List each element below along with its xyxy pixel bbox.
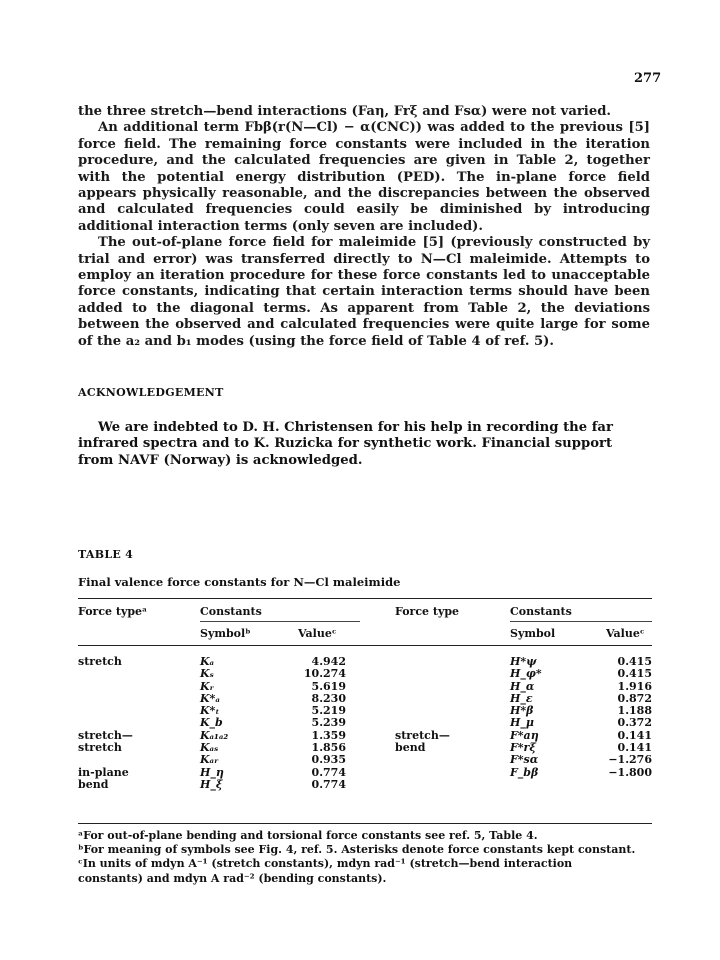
- symbol-cell: H_η: [200, 765, 224, 779]
- header-underline-left: [200, 621, 360, 622]
- symbol-cell: Kₛ: [200, 667, 214, 681]
- value-cell: 0.415: [617, 655, 652, 668]
- header-symbol-right: Symbol: [510, 627, 556, 640]
- value-cell: 8.230: [311, 691, 346, 705]
- header-constants-right: Constants: [510, 605, 572, 618]
- force-type-cell: stretch—: [78, 728, 133, 742]
- value-cell: 1.359: [311, 728, 346, 742]
- symbol-cell: F*rξ: [510, 741, 536, 755]
- force-type-cell: [395, 693, 495, 705]
- footnote: ᵇFor meaning of symbols see Fig. 4, ref. 5. Asterisks denote force constants kept constant.: [78, 843, 636, 857]
- force-type-cell: [78, 705, 188, 717]
- page-number: 277: [634, 71, 662, 86]
- symbol-cell: K_b: [200, 716, 223, 730]
- value-cell: 1.856: [311, 741, 346, 755]
- body-text: [78, 104, 650, 350]
- force-type-cell: stretch: [78, 741, 122, 755]
- paragraph-2: An additional term Fbβ(r(N—Cl) − α(CNC)) was added to the previous [5] force field. The remaining force constants were included in the iteration procedure, and the calculated frequencies are given in Table 2, together with the potential energy distribution (PED). The in-plane force field appears physically reasonable, and the discrepancies between the observed and calculated frequencies could easily be diminished by introducing additional interaction terms (only seven are included).: [78, 120, 650, 234]
- force-type-cell: [395, 656, 495, 668]
- force-type-cell: bend: [395, 741, 426, 755]
- force-type-cell: [78, 754, 188, 766]
- force-type-cell: [395, 754, 495, 766]
- left-symbols: [200, 656, 270, 791]
- value-cell: 5.619: [311, 679, 346, 693]
- value-cell: 1.916: [617, 679, 652, 693]
- header-force-type-right: Force type: [395, 605, 460, 618]
- value-cell: 10.274: [303, 667, 346, 681]
- header-underline-right: [510, 621, 652, 622]
- value-cell: 0.372: [617, 716, 652, 730]
- table-label: TABLE 4: [78, 548, 134, 561]
- force-type-cell: [395, 717, 495, 729]
- force-type-cell: [395, 779, 495, 791]
- force-type-cell: [78, 681, 188, 693]
- value-cell: −1.800: [608, 765, 652, 779]
- force-type-cell: [395, 767, 495, 779]
- value-cell: 0.935: [311, 753, 346, 767]
- left-force-types: [78, 656, 188, 791]
- symbol-cell: F*aη: [510, 728, 539, 742]
- left-values: [280, 656, 346, 791]
- header-value-right: Valueᶜ: [606, 627, 645, 640]
- acknowledgement-heading: ACKNOWLEDGEMENT: [78, 386, 224, 399]
- force-type-cell: [395, 705, 495, 717]
- symbol-cell: K*ₜ: [200, 704, 220, 718]
- force-type-cell: [395, 668, 495, 680]
- force-type-cell: stretch—: [395, 728, 450, 742]
- symbol-cell: H*ψ: [510, 655, 537, 668]
- value-cell: 0.141: [617, 741, 652, 755]
- right-force-types: [395, 656, 495, 791]
- value-cell: 4.942: [311, 655, 346, 668]
- footnote: ᵃFor out-of-plane bending and torsional force constants see ref. 5, Table 4.: [78, 829, 538, 842]
- table-footnotes: [78, 829, 658, 886]
- symbol-cell: Kₐₛ: [200, 741, 219, 755]
- table-bottom-rule: [78, 823, 652, 824]
- header-constants-left: Constants: [200, 605, 262, 618]
- value-cell: [580, 779, 652, 791]
- symbol-cell: Kᵣ: [200, 679, 215, 693]
- paragraph-3: The out-of-plane force field for maleimide [5] (previously constructed by trial and error) was transferred directly to N—Cl maleimide. Attempts to employ an iteration procedure for these force constants led to unacceptable force constants, indicating that certain interaction terms should have been added to the diagonal terms. As apparent from Table 2, the deviations between the observed and calculated frequencies were quite large for some of the a₂ and b₁ modes (using the force field of Table 4 of ref. 5).: [78, 235, 650, 349]
- symbol-cell: [510, 779, 580, 791]
- table-caption: Final valence force constants for N—Cl maleimide: [78, 575, 401, 589]
- paragraph-1: the three stretch—bend interactions (Faη, Frξ and Fsα) were not varied.: [78, 104, 612, 119]
- force-type-cell: [395, 681, 495, 693]
- symbol-cell: H_φ*: [510, 667, 542, 681]
- force-type-cell: [78, 717, 188, 729]
- right-symbols: [510, 656, 580, 791]
- symbol-cell: F*sα: [510, 753, 539, 767]
- symbol-cell: Kₐ: [200, 655, 215, 668]
- force-type-cell: in-plane: [78, 765, 129, 779]
- table-top-rule: [78, 598, 652, 599]
- value-cell: 0.872: [617, 691, 652, 705]
- symbol-cell: H_ε: [510, 691, 533, 705]
- force-type-cell: [78, 668, 188, 680]
- value-cell: −1.276: [608, 753, 652, 767]
- table-header-rule: [78, 645, 652, 646]
- value-cell: 0.141: [617, 728, 652, 742]
- value-cell: 1.188: [617, 704, 652, 718]
- value-cell: 0.774: [311, 765, 346, 779]
- footnote: ᶜIn units of mdyn A⁻¹ (stretch constants), mdyn rad⁻¹ (stretch—bend interaction: [78, 857, 573, 871]
- symbol-cell: F_bβ: [510, 765, 539, 779]
- header-symbol-left: Symbolᵇ: [200, 627, 251, 640]
- symbol-cell: H_μ: [510, 716, 534, 730]
- force-type-cell: [78, 693, 188, 705]
- force-type-cell: stretch: [78, 655, 122, 668]
- symbol-cell: Kₐᵣ: [200, 753, 219, 767]
- symbol-cell: H_ξ: [200, 777, 223, 791]
- right-values: [580, 656, 652, 791]
- acknowledgement-text: We are indebted to D. H. Christensen for his help in recording the far infrared spectra and to K. Ruzicka for synthetic work. Financial support from NAVF (Norway) is acknowledged.: [78, 420, 613, 468]
- symbol-cell: K*ₐ: [200, 691, 220, 705]
- value-cell: 5.239: [311, 716, 346, 730]
- value-cell: 0.415: [617, 667, 652, 681]
- value-cell: 0.774: [311, 777, 346, 791]
- footnote: constants) and mdyn A rad⁻² (bending constants).: [78, 871, 387, 885]
- symbol-cell: H_α: [510, 679, 535, 693]
- value-cell: 5.219: [311, 704, 346, 718]
- symbol-cell: H*β: [510, 704, 534, 718]
- header-force-type-left: Force typeᵃ: [78, 605, 148, 618]
- force-type-cell: bend: [78, 777, 109, 791]
- header-value-left: Valueᶜ: [298, 627, 337, 640]
- symbol-cell: Kₐ₁ₐ₂: [200, 728, 229, 742]
